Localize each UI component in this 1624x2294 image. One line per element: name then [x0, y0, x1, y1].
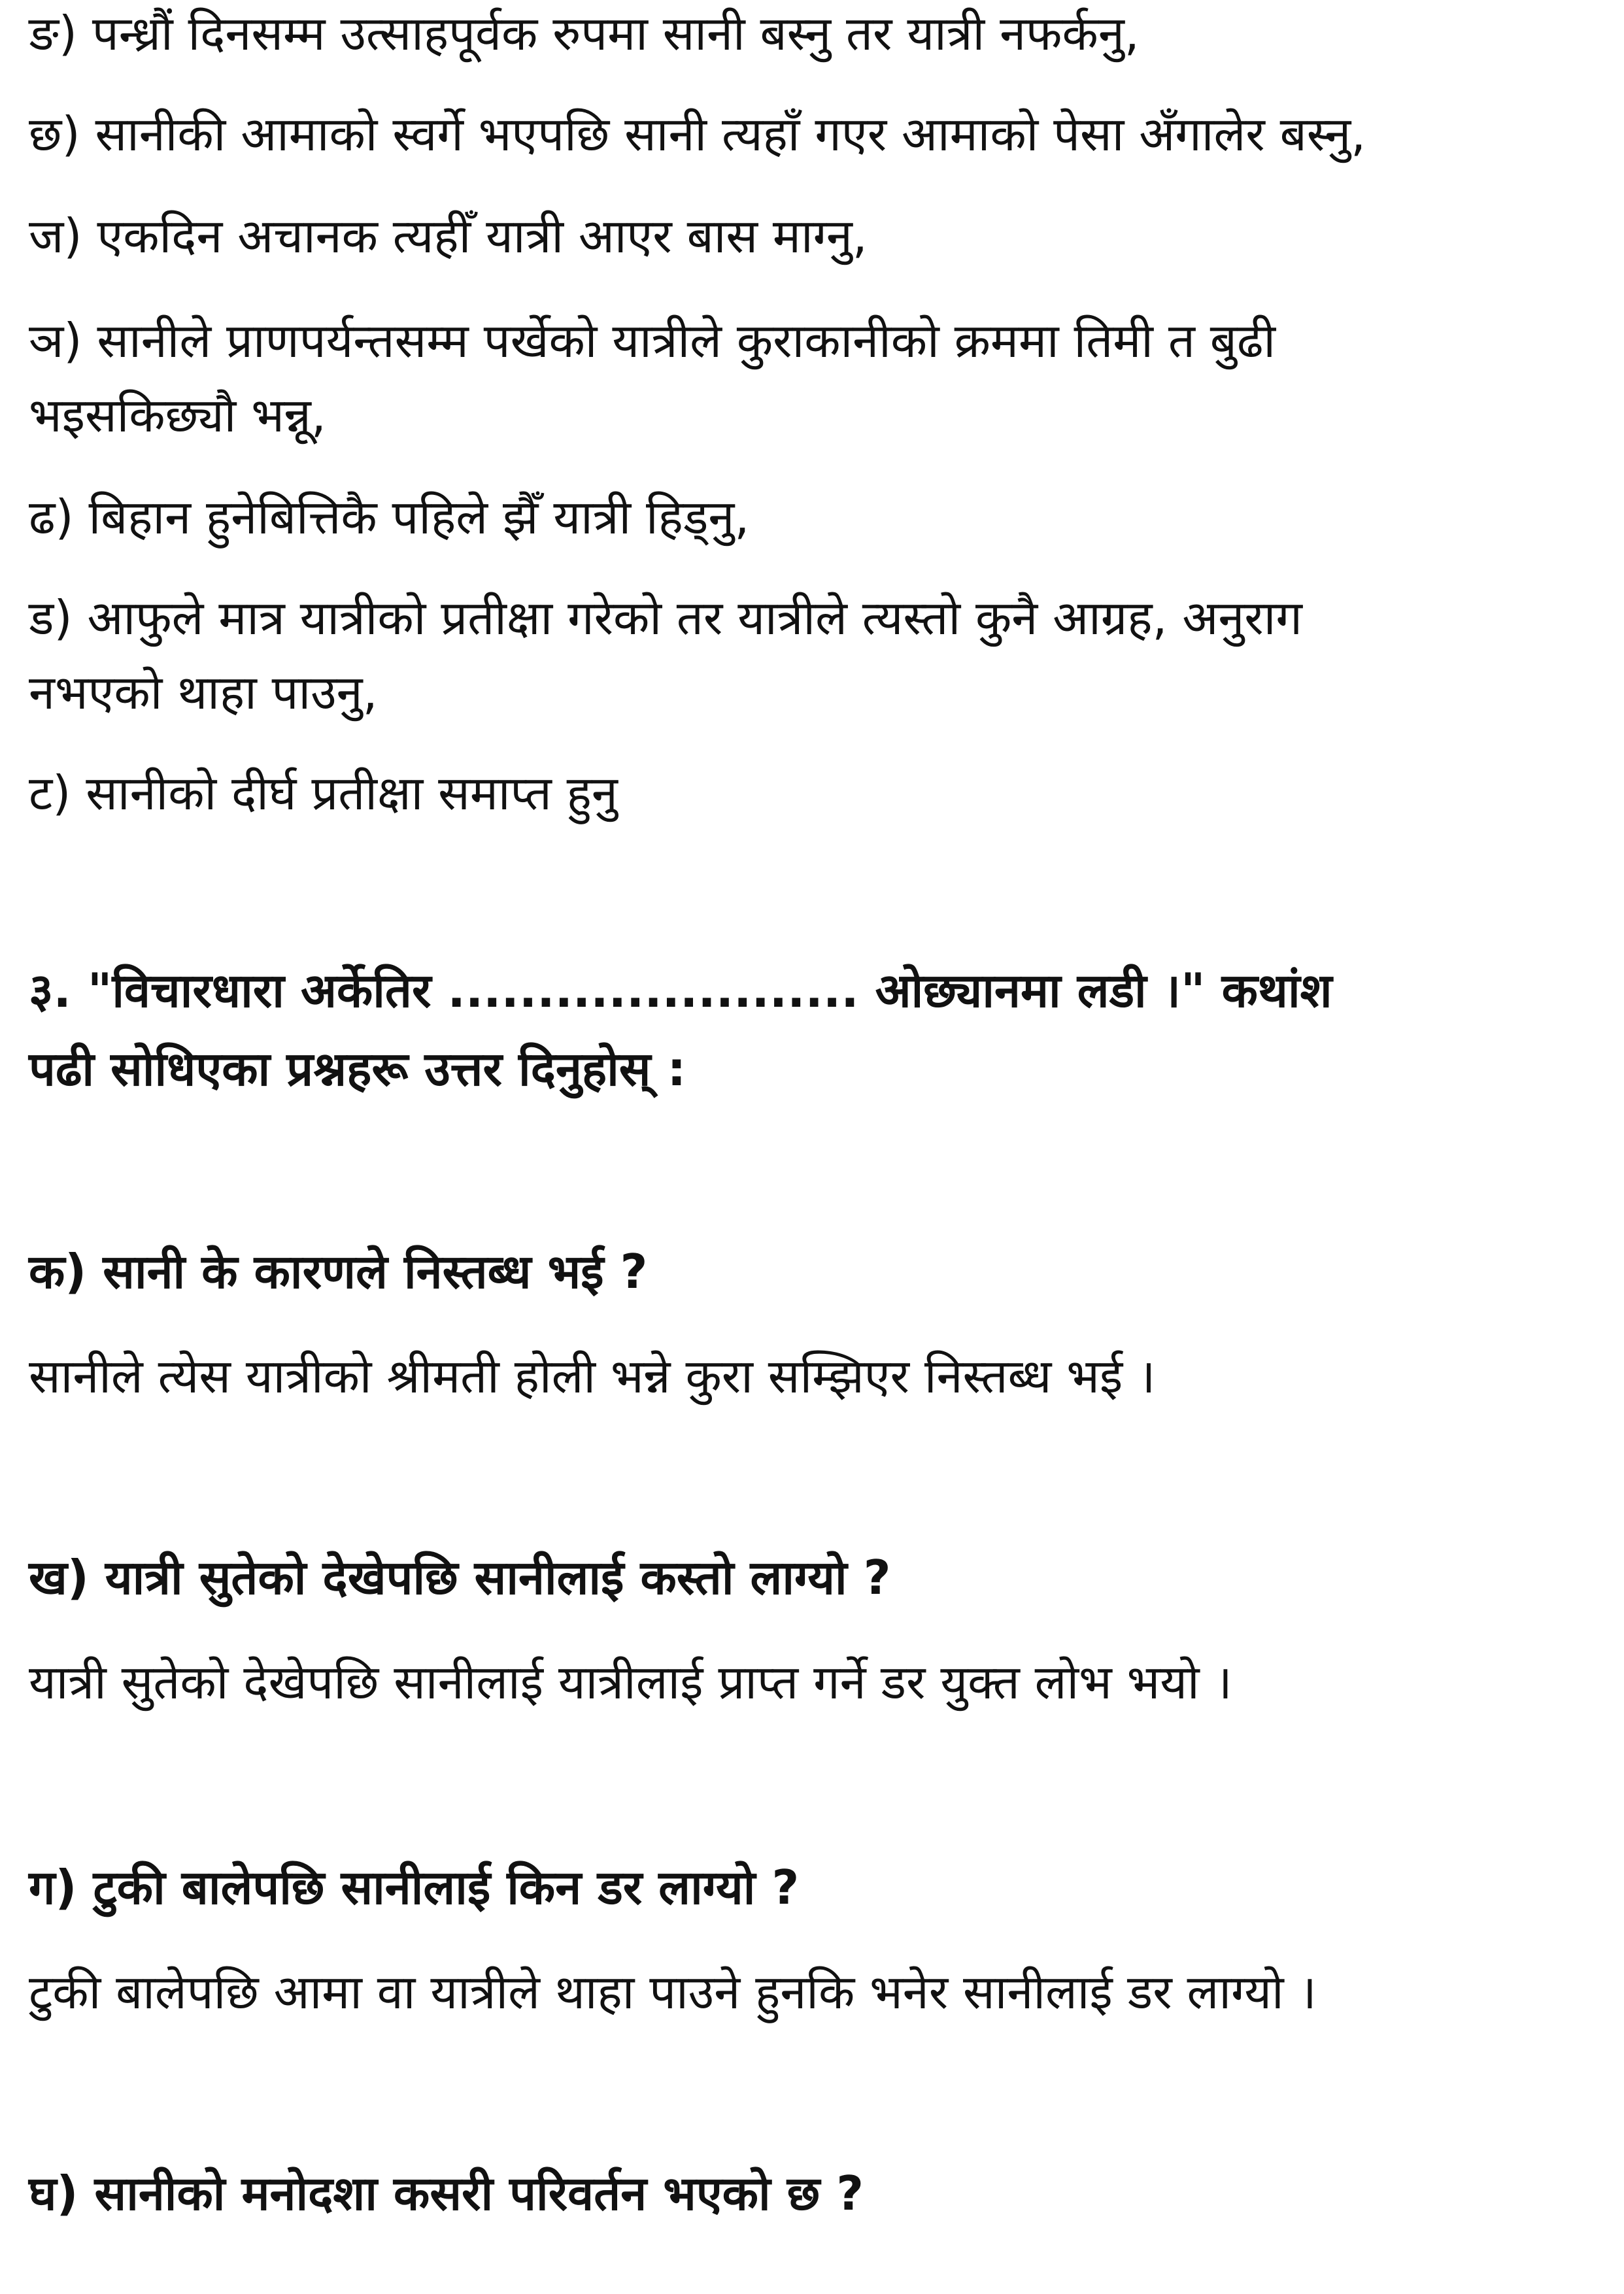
event-item-da-line2: नभएको थाहा पाउनु,	[29, 665, 378, 720]
event-item-nya-line2: भइसकिछ्यौ भन्नू,	[29, 388, 326, 443]
answer-ga: टुकी बालेपछि आमा वा यात्रीले थाहा पाउने हुनकि भनेर सानीलाई डर लाग्यो ।	[29, 1965, 1317, 2019]
section3-heading-line1: ३. "विचारधारा अर्केतिर ....................... ओछ्यानमा लडी ।" कथांश	[29, 963, 1332, 1018]
event-item-chha: छ) सानीकी आमाको स्वर्गे भएपछि सानी त्यहाँ गएर आमाको पेसा अँगालेर बस्नु,	[29, 107, 1366, 161]
event-item-dha: ढ) बिहान हुनेबित्तिकै पहिले झैँ यात्री हिड्नु,	[29, 490, 750, 545]
event-item-nga: ङ) पन्ध्रौं दिनसम्म उत्साहपूर्वक रुपमा सानी बस्नु तर यात्री नफर्कनु,	[29, 6, 1140, 61]
event-item-da-line1: ड) आफुले मात्र यात्रीको प्रतीक्षा गरेको तर यात्रीले त्यस्तो कुनै आग्रह, अनुराग	[29, 590, 1302, 645]
answer-ka: सानीले त्येस यात्रीको श्रीमती होली भन्ने कुरा सम्झिएर निस्तब्ध भई ।	[29, 1349, 1156, 1404]
answer-kha: यात्री सुतेको देखेपछि सानीलाई यात्रीलाई प्राप्त गर्ने डर युक्त लोभ भयो ।	[29, 1655, 1232, 1710]
section3-heading-line2: पढी सोधिएका प्रश्नहरू उत्तर दिनुहोस् :	[29, 1041, 686, 1096]
event-item-ja: ज) एकदिन अचानक त्यहीँ यात्री आएर बास माग्नु,	[29, 209, 868, 263]
question-gha: घ) सानीको मनोदशा कसरी परिवर्तन भएको छ ?	[29, 2166, 864, 2221]
question-ka: क) सानी के कारणले निस्तब्ध भई ?	[29, 1244, 648, 1299]
question-kha: ख) यात्री सुतेको देखेपछि सानीलाई कस्तो लाग्यो ?	[29, 1550, 891, 1605]
event-item-nya-line1: ञ) सानीले प्राणपर्यन्तसम्म पर्खेको यात्रीले कुराकानीको क्रममा तिमी त बुढी	[29, 313, 1276, 368]
question-ga: ग) टुकी बालेपछि सानीलाई किन डर लाग्यो ?	[29, 1860, 800, 1915]
event-item-ta: ट) सानीको दीर्घ प्रतीक्षा समाप्त हुनु	[29, 766, 618, 820]
